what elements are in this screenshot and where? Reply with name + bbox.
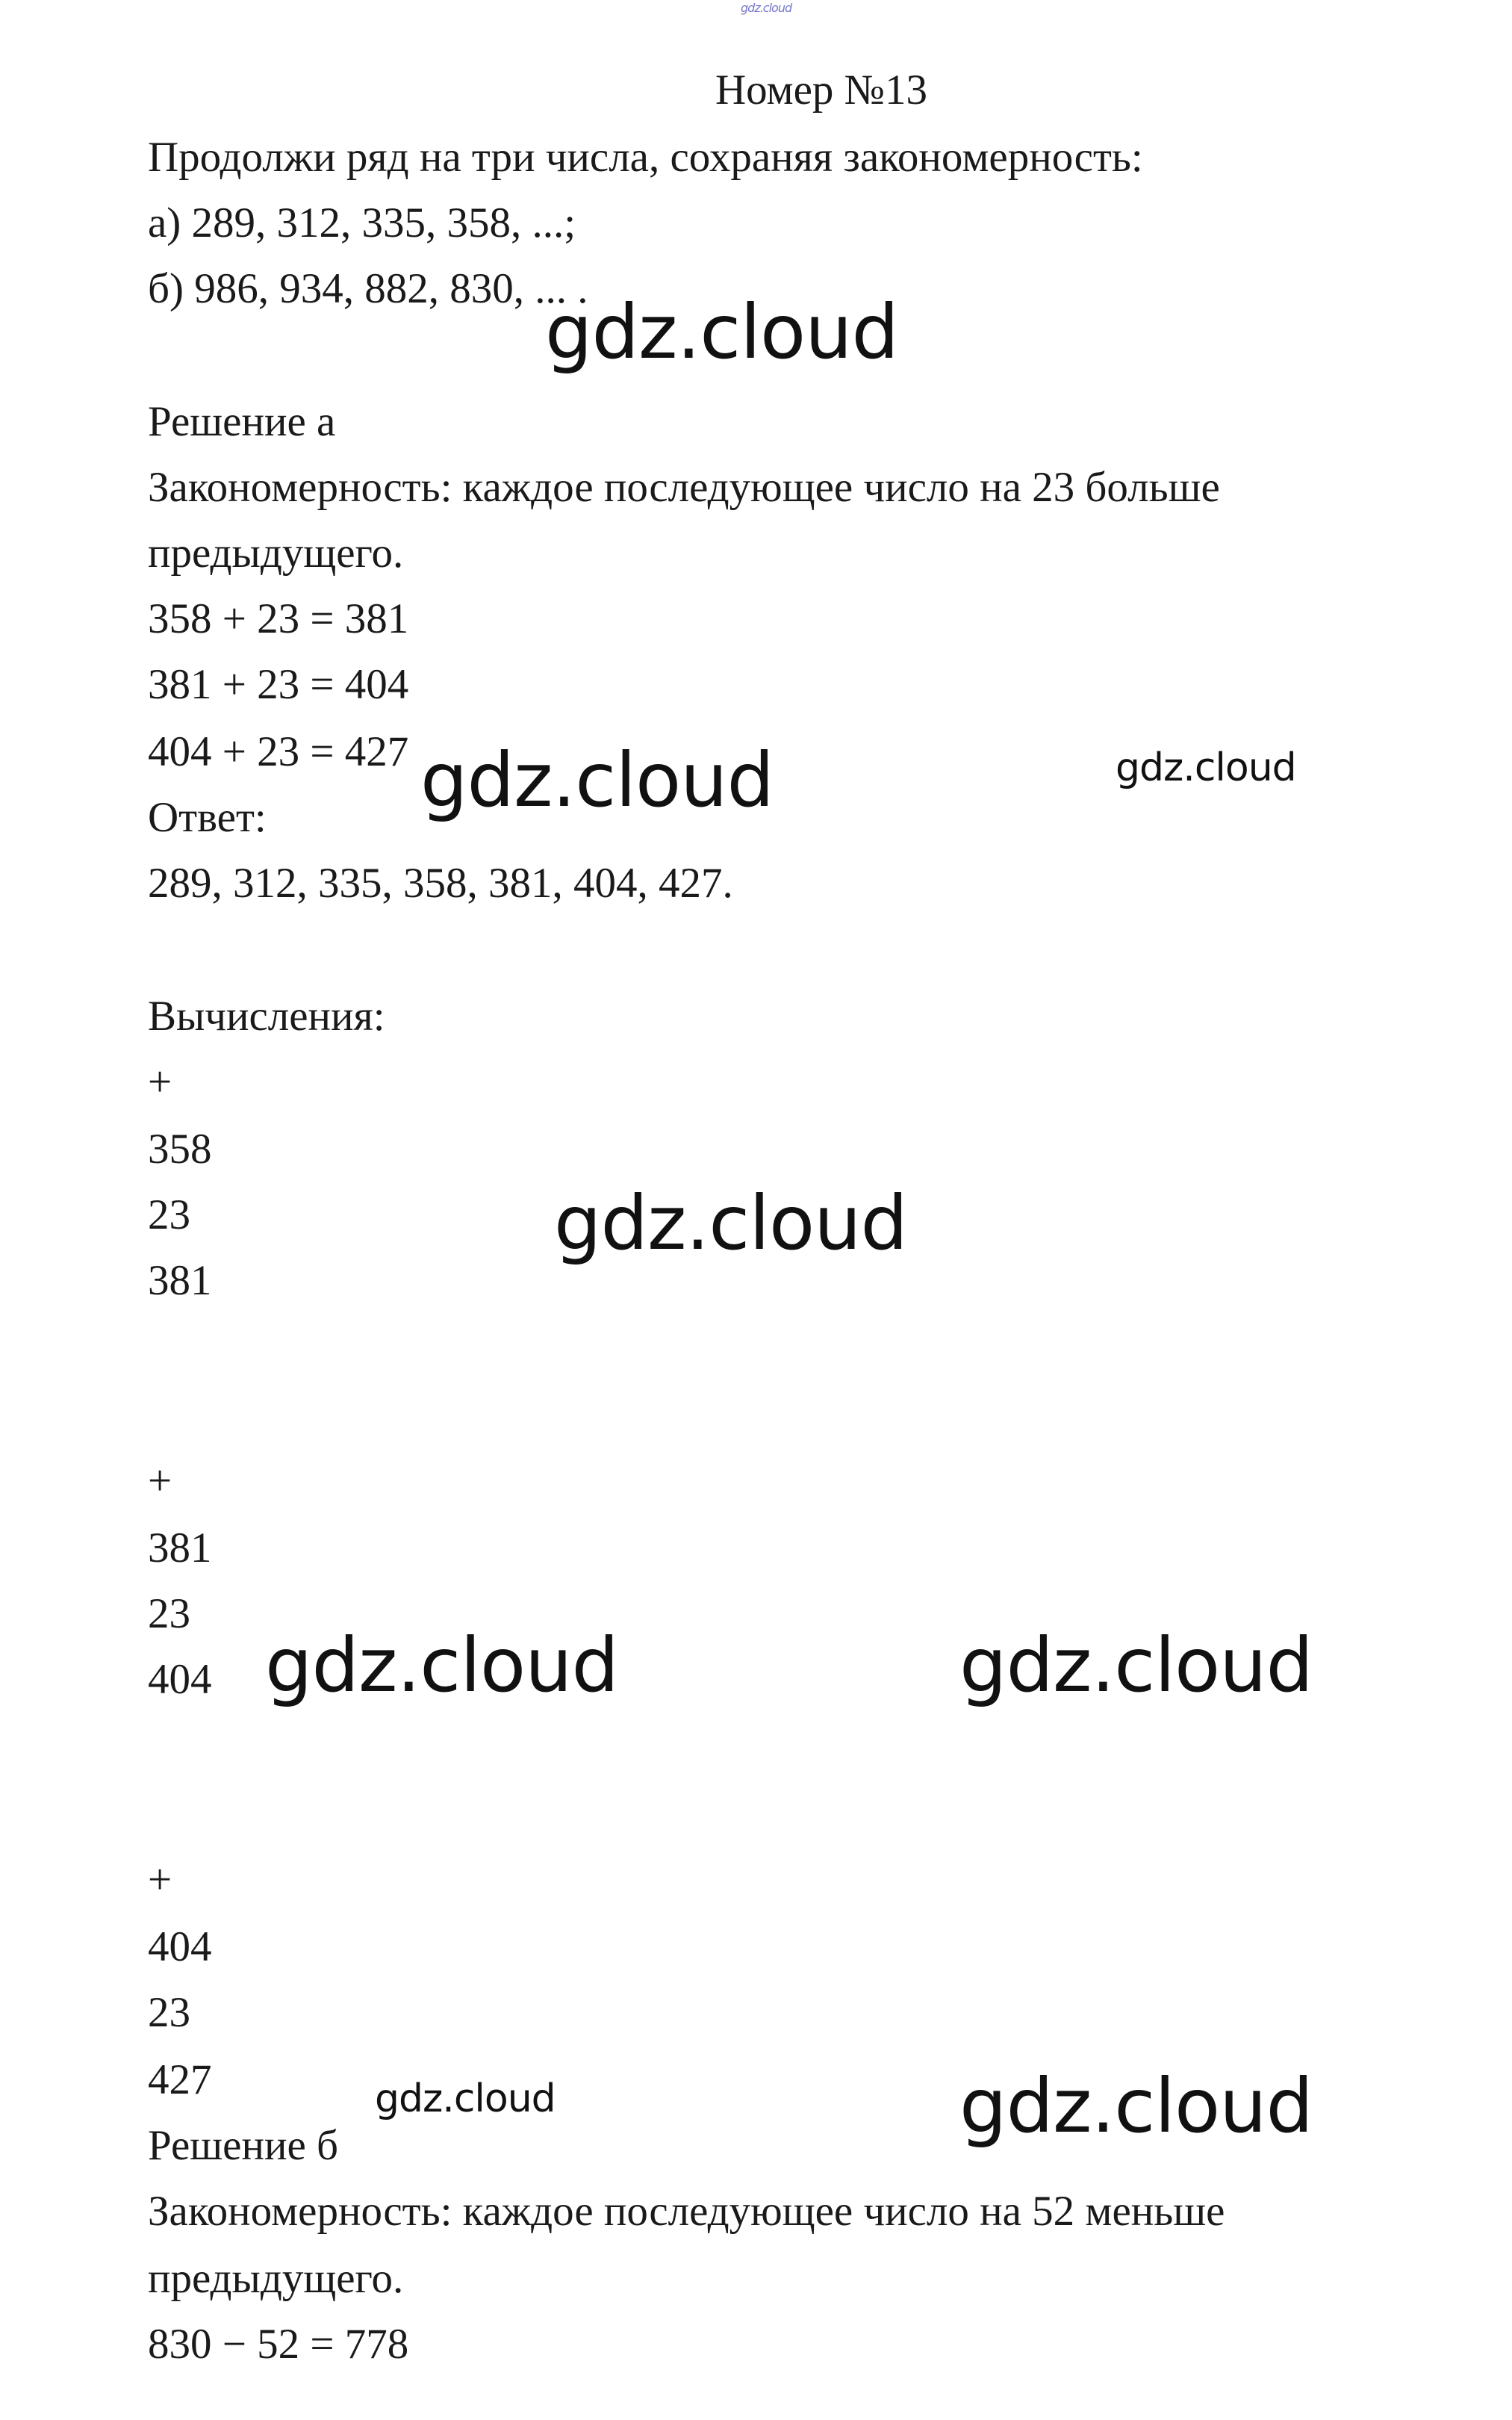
- solution-a-pattern-line1: Закономерность: каждое последующее число на 23 больше: [148, 464, 1220, 511]
- watermark: gdz.cloud: [420, 736, 774, 824]
- watermark: gdz.cloud: [554, 1179, 908, 1267]
- calc-3-result: 427: [148, 2056, 212, 2103]
- watermark: gdz.cloud: [1116, 745, 1296, 790]
- solution-a-eq3: 404 + 23 = 427: [148, 728, 409, 775]
- solution-b-heading: Решение б: [148, 2122, 338, 2169]
- calc-3-operator: +: [148, 1856, 172, 1903]
- solution-a-eq1: 358 + 23 = 381: [148, 595, 409, 642]
- calc-3-operand-b: 23: [148, 1989, 190, 2036]
- solution-a-eq2: 381 + 23 = 404: [148, 661, 409, 708]
- calc-1-operator: +: [148, 1058, 172, 1105]
- calc-1-operand-a: 358: [148, 1126, 212, 1173]
- solution-b-pattern-line1: Закономерность: каждое последующее число на 52 меньше: [148, 2188, 1225, 2235]
- answer-label: Ответ:: [148, 794, 267, 841]
- calc-1-operand-b: 23: [148, 1191, 190, 1238]
- calc-2-result: 404: [148, 1656, 212, 1703]
- watermark: gdz.cloud: [545, 288, 899, 376]
- watermark: gdz.cloud: [375, 2076, 556, 2121]
- calc-2-operand-a: 381: [148, 1524, 212, 1572]
- task-statement: Продолжи ряд на три числа, сохраняя закономерность:: [148, 134, 1143, 181]
- top-watermark: gdz.cloud: [741, 1, 792, 15]
- watermark: gdz.cloud: [959, 2062, 1313, 2150]
- answer-value: 289, 312, 335, 358, 381, 404, 427.: [148, 860, 733, 907]
- calc-2-operand-b: 23: [148, 1590, 190, 1637]
- page-title: Номер №13: [715, 66, 928, 114]
- watermark: gdz.cloud: [265, 1622, 619, 1709]
- solution-a-pattern-line2: предыдущего.: [148, 530, 404, 577]
- task-b: б) 986, 934, 882, 830, ... .: [148, 265, 588, 312]
- calc-3-operand-a: 404: [148, 1923, 212, 1970]
- watermark: gdz.cloud: [959, 1622, 1313, 1709]
- solution-b-pattern-line2: предыдущего.: [148, 2255, 404, 2302]
- calculations-heading: Вычисления:: [148, 993, 385, 1040]
- solution-a-heading: Решение а: [148, 398, 336, 445]
- calc-2-operator: +: [148, 1457, 172, 1504]
- task-a: а) 289, 312, 335, 358, ...;: [148, 199, 576, 246]
- calc-1-result: 381: [148, 1257, 212, 1304]
- solution-b-eq1: 830 − 52 = 778: [148, 2321, 409, 2368]
